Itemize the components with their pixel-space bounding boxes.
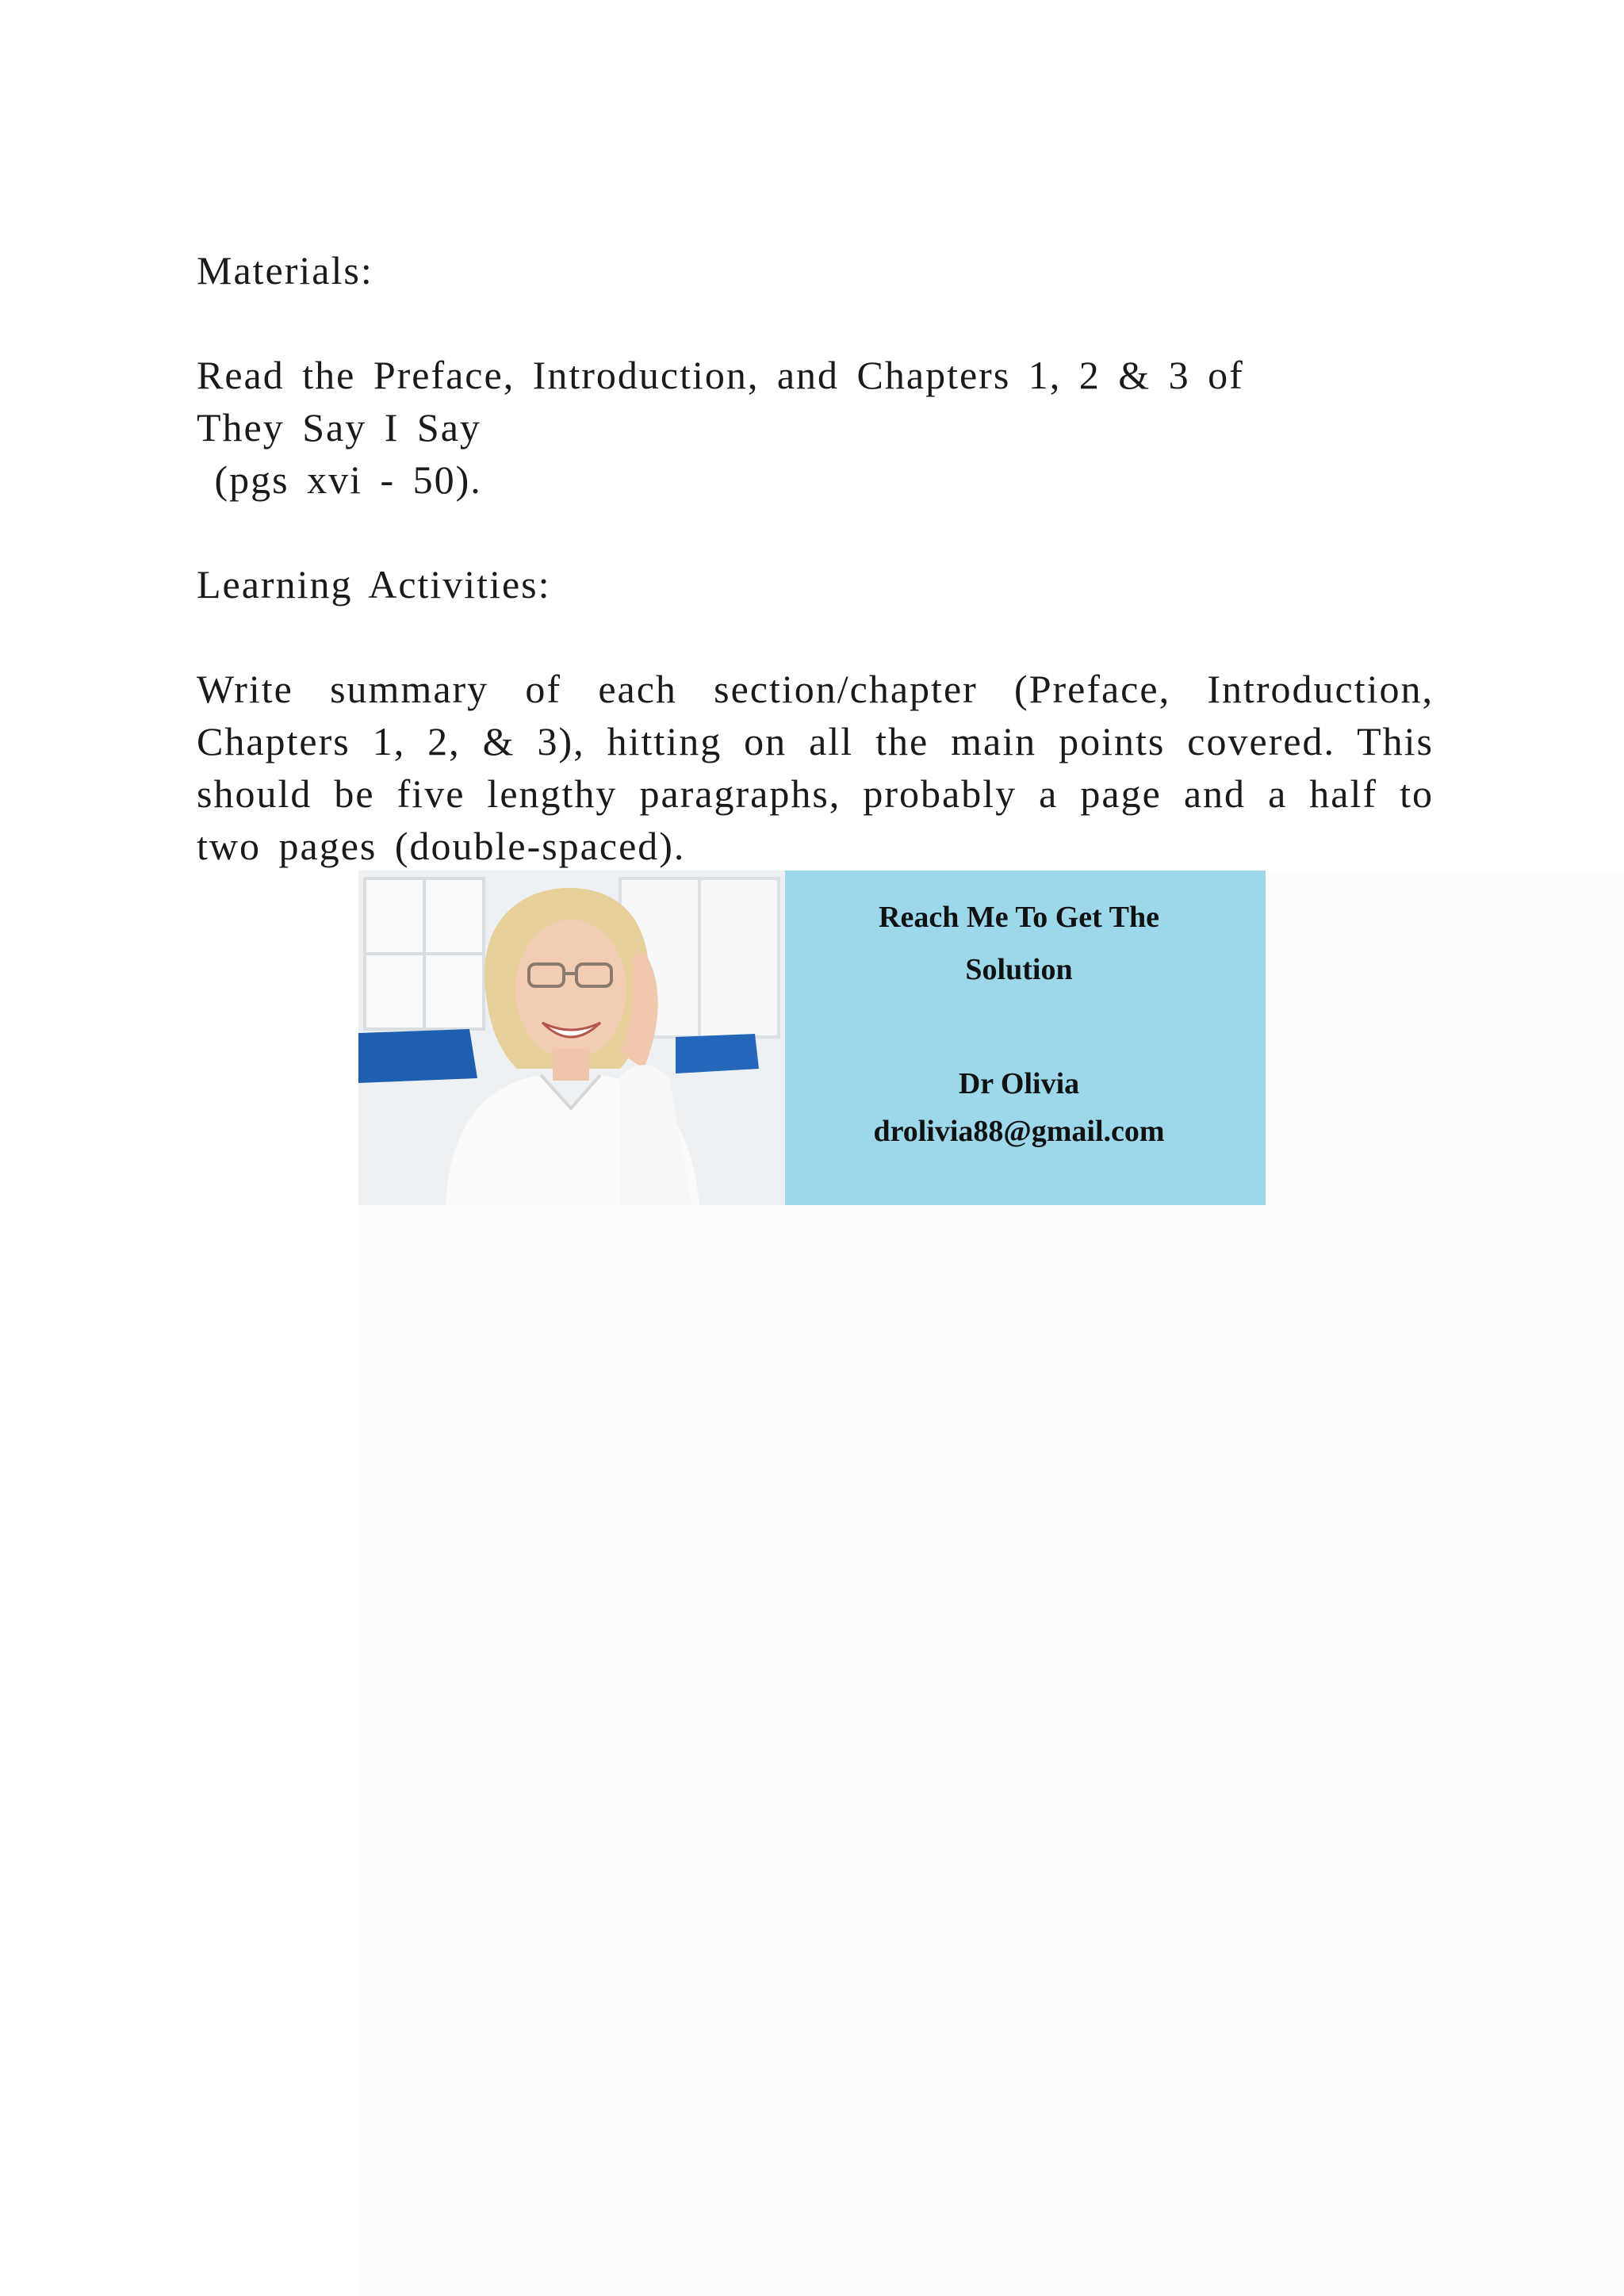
activity-paragraph-line: two pages (double-spaced). (197, 824, 686, 868)
activity-paragraph-line: Chapters 1, 2, & 3), hitting on all the main points covered. This (197, 719, 1434, 763)
activity-paragraph-line: should be five lengthy paragraphs, probably a page and a half to (197, 771, 1434, 816)
activity-paragraph-line: Write summary of each section/chapter (Preface, Introduction, (197, 667, 1434, 711)
reading-assignment-line: Read the Preface, Introduction, and Chapters 1, 2 & 3 of (197, 353, 1244, 397)
advertisement-banner (358, 871, 1266, 1205)
contact-card (785, 871, 1266, 1205)
contact-email: drolivia88@gmail.com (873, 1115, 1165, 1148)
activity-paragraph (197, 663, 1434, 872)
contact-name: Dr Olivia (958, 1067, 1080, 1100)
materials-heading: Materials: (197, 248, 373, 293)
woman-with-glasses-photo (358, 871, 785, 1205)
ad-title-line: Reach Me To Get The (879, 901, 1159, 934)
ad-title-line: Solution (965, 953, 1073, 986)
page-range-line: (pgs xvi - 50). (197, 457, 482, 502)
learning-activities-heading: Learning Activities: (197, 562, 551, 607)
book-title-line: They Say I Say (197, 405, 481, 450)
